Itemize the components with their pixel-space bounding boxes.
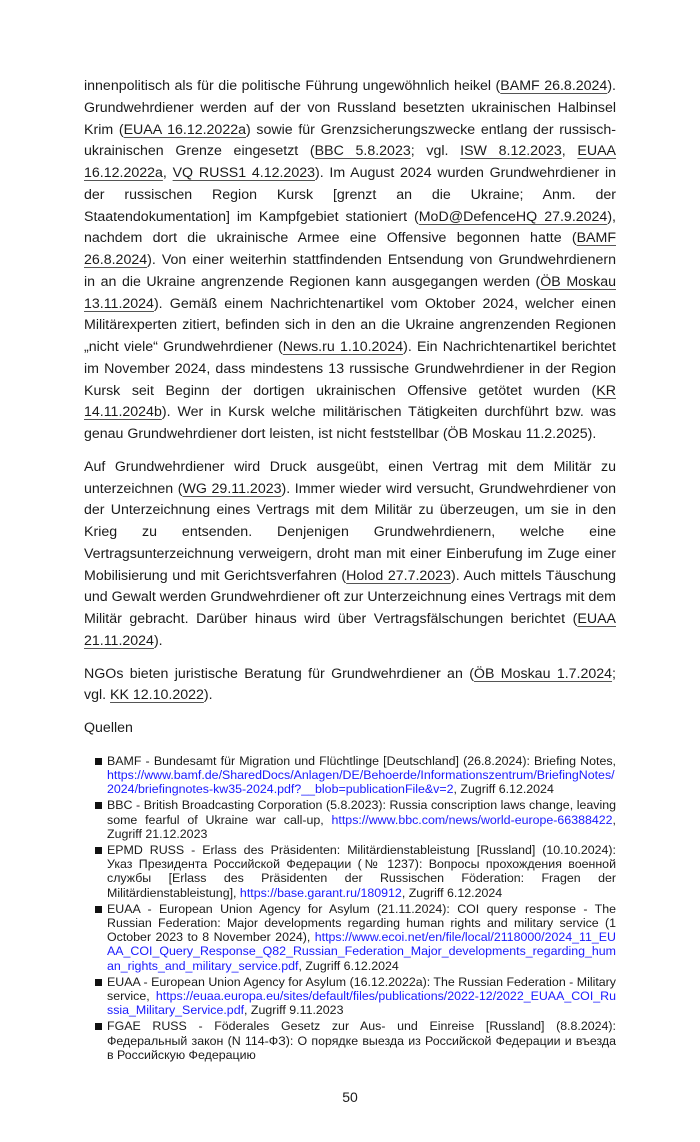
text-run: ). Auch mittels Täuschung und Gewalt werden Grundwehrdiener oft zur Unterzeichnung eines Vertrags mit dem Militär gebracht. Darüber hinaus wird über Vertragsfälschungen berichtet ( [84,567,616,627]
citation-link[interactable]: BAMF 26.8.2024 [84,230,616,268]
text-run: , [162,165,173,181]
text-run: ; vgl. [84,665,616,704]
text-run: , Zugriff 6.12.2024 [401,885,503,900]
text-run: , Zugriff 21.12.2023 [107,812,616,841]
text-run: ). Ein Nachrichtenartikel berichtet im November 2024, dass mindestens 13 russische Grundwehrdiener in der Region Kursk seit Beginn der dortigen ukrainischen Offensive getötet wurden ( [84,339,616,399]
text-run: BBC - British Broadcasting Corporation (5.8.2023): Russia conscription laws change, leaving some fearful of Ukraine war call-up, [107,798,616,827]
text-run: , [561,143,578,160]
text-run: ). Im August 2024 wurden Grundwehrdiener in der russischen Region Kursk [grenzt an die Ukraine; Anm. der Staatendokumentation] im Kampfgebiet stationiert ( [84,165,616,225]
reference-url-link[interactable]: https://www.bbc.com/news/world-europe-66388422 [331,812,613,827]
text-run: ). Wer in Kursk welche militärischen Tätigkeiten durchführt bzw. was genau Grundwehrdiener dort leisten, ist nicht feststellbar (ÖB Moskau 11.2.2025). [84,404,616,442]
text-run: ). Immer wieder wird versucht, Grundwehrdiener von der Unterzeichnung eines Vertrags mit dem Militär zu überzeugen, um sie in den Krieg zu entsenden. Denjenigen Grundwehrdienern, welche eine Vertragsunterzeichnung verweigern, droht man mit einer Einberufung im Zuge einer Mobilisierung und mit Gerichtsverfahren ( [84,480,616,584]
citation-link[interactable]: KR 14.11.2024b [84,382,616,421]
text-run: ). [203,687,213,704]
citation-link[interactable]: BBC 5.8.2023 [314,143,411,160]
text-run: ) sowie für Grenzsicherungszwecke entlang der russisch-ukrainischen Grenze eingesetzt ( [84,121,616,160]
paragraph [84,664,616,708]
text-run: ). Gemäß einem Nachrichtenartikel vom Oktober 2024, welcher einen Militärexperten zitiert, befinden sich in den an die Ukraine angrenzenden Regionen „nicht viele“ Grundwehrdiener ( [84,295,616,355]
paragraph [84,457,616,653]
citation-link[interactable]: WG 29.11.2023 [182,480,282,497]
reference-item [107,975,616,1018]
citation-link[interactable]: ÖB Moskau 13.11.2024 [84,273,616,312]
reference-item [107,798,616,841]
text-run: EUAA - European Union Agency for Asylum (16.12.2022a): The Russian Federation - Military service, [107,974,616,1003]
text-run: , Zugriff 6.12.2024 [453,782,554,797]
citation-link[interactable]: ÖB Moskau 1.7.2024 [473,665,613,682]
body-text [84,76,616,707]
reference-url-link[interactable]: https://www.ecoi.net/en/file/local/2118000/2024_11_EUAA_COI_Query_Response_Q82_Russian_Federation_Major_developments_regarding_human_rights_and_military_service.pdf [107,930,617,973]
document-page [84,76,616,1064]
text-run: ), nachdem dort die ukrainische Armee eine Offensive begonnen hatte ( [84,208,616,247]
reference-item [107,754,616,797]
reference-url-link[interactable]: https://euaa.europa.eu/sites/default/files/publications/2022-12/2022_EUAA_COI_Russia_Military_Service.pdf [107,989,616,1018]
reference-item [107,843,616,900]
citation-link[interactable]: ISW 8.12.2023 [460,143,562,160]
citation-link[interactable]: News.ru 1.10.2024 [282,339,404,355]
page-number: 50 [342,1089,358,1106]
reference-url-link[interactable]: https://base.garant.ru/180912 [239,885,402,900]
reference-item [107,1019,616,1062]
paragraph [84,76,616,446]
text-run: BAMF - Bundesamt für Migration und Flüchtlinge [Deutschland] (26.8.2024): Briefing Notes, [107,753,616,768]
reference-url-link[interactable]: https://www.bamf.de/SharedDocs/Anlagen/DE/Behoerde/Informationszentrum/BriefingNotes/2024/briefingnotes-kw35-2024.pdf?__blob=publicationFile&v=2 [107,767,615,797]
citation-link[interactable]: VQ RUSS1 4.12.2023 [172,165,315,181]
citation-link[interactable]: BAMF 26.8.2024 [500,78,608,94]
references-list [84,754,616,1062]
citation-link[interactable]: Holod 27.7.2023 [346,567,451,584]
reference-item [107,902,616,973]
text-run: , Zugriff 6.12.2024 [298,958,399,973]
text-run: FGAE RUSS - Föderales Gesetz zur Aus- und Einreise [Russland] (8.8.2024): Федеральный закон (N 114-ФЗ): О порядке выезда из Российской Федерации и въезда в Российскую Федерацию [107,1019,616,1062]
text-run: EPMD RUSS - Erlass des Präsidenten: Militärdienstableistung [Russland] (10.10.2024): Указ Президента Российской Федерации (№ 1237): Вопросы прохождения военной службы [Erlass des Präsidenten der Russischen Föderation: Fragen der Militärdienstableistung], [107,842,616,900]
text-run: NGOs bieten juristische Beratung für Grundwehrdiener an ( [84,665,474,682]
citation-link[interactable]: EUAA 21.11.2024 [84,611,616,649]
text-run: ). [153,632,163,649]
citation-link[interactable]: KK 12.10.2022 [110,687,204,704]
text-run: ). Grundwehrdiener werden auf der von Russland besetzten ukrainischen Halbinsel Krim ( [84,78,616,138]
text-run: Auf Grundwehrdiener wird Druck ausgeübt, einen Vertrag mit dem Militär zu unterzeichnen ( [84,458,616,497]
text-run: innenpolitisch als für die politische Führung ungewöhnlich heikel ( [84,78,501,94]
citation-link[interactable]: MoD@DefenceHQ 27.9.2024 [418,208,608,225]
text-run: ; vgl. [410,143,461,160]
text-run: EUAA - European Union Agency for Asylum (21.11.2024): COI query response - The Russian Federation: Major developments regarding human rights and military service (1 October 2023 to 8 November 2024), [107,901,616,945]
citation-link[interactable]: EUAA 16.12.2022a [84,143,617,181]
sources-heading: Quellen [84,720,133,736]
text-run: ). Von einer weiterhin stattfindenden Entsendung von Grundwehrdienern in an die Ukraine angrenzende Regionen kann ausgegangen werden ( [84,252,616,290]
citation-link[interactable]: EUAA 16.12.2022a [123,121,246,138]
text-run: , Zugriff 9.11.2023 [244,1003,344,1018]
